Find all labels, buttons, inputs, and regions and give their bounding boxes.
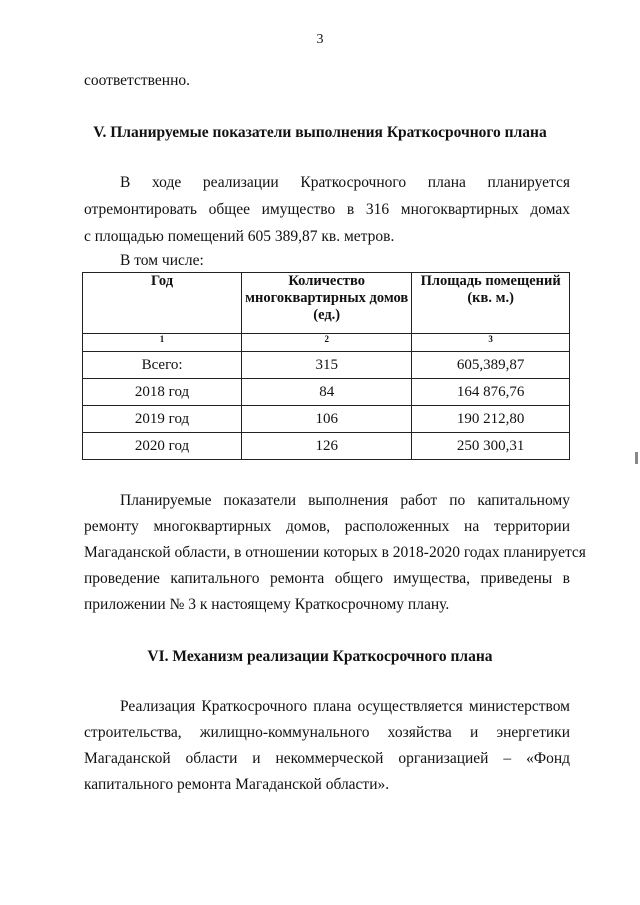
table-cell-count: 315 <box>242 352 412 379</box>
section-6-paragraph-line: капитального ремонта Магаданской области». <box>84 776 390 793</box>
table-cell-count: 106 <box>242 406 412 433</box>
table-cell-area: 250 300,31 <box>412 433 570 460</box>
section-5-paragraph2-line: проведение капитального ремонта общего имущества, приведены в <box>84 570 570 587</box>
section-6-paragraph-line: Реализация Краткосрочного плана осуществляется министерством <box>120 698 570 715</box>
table-row <box>83 352 570 379</box>
section-5-paragraph-line: с площадью помещений 605 389,87 кв. метров. <box>84 228 395 245</box>
table-cell-area: 164 876,76 <box>412 379 570 406</box>
column-number: 3 <box>412 334 570 352</box>
table-cell-area: 190 212,80 <box>412 406 570 433</box>
table-cell-year: 2020 год <box>83 433 242 460</box>
table-cell-area: 605,389,87 <box>412 352 570 379</box>
table-cell-count: 126 <box>242 433 412 460</box>
table-header-houses-count: Количество многоквартирных домов (ед.) <box>242 273 412 334</box>
column-number: 1 <box>83 334 242 352</box>
table-intro: В том числе: <box>120 252 204 269</box>
section-5-heading: V. Планируемые показатели выполнения Краткосрочного плана <box>93 124 547 141</box>
table-cell-year: 2018 год <box>83 379 242 406</box>
table-row <box>83 379 570 406</box>
section-5-paragraph-line: отремонтировать общее имущество в 316 многоквартирных домах <box>84 201 570 218</box>
section-5-paragraph2-line: Планируемые показатели выполнения работ по капитальному <box>120 492 570 509</box>
table-header-year: Год <box>83 273 242 334</box>
continuation-text: соответственно. <box>84 72 190 89</box>
section-5-paragraph2-line: ремонту многоквартирных домов, расположенных на территории <box>84 518 570 535</box>
section-5-paragraph2-line: приложении № 3 к настоящему Краткосрочному плану. <box>84 596 450 613</box>
section-5-paragraph2-line: Магаданской области, в отношении которых в 2018-2020 годах планируется <box>84 544 586 561</box>
table-row <box>83 433 570 460</box>
table-cell-year: Всего: <box>83 352 242 379</box>
column-number: 2 <box>242 334 412 352</box>
page-number: 3 <box>316 32 324 47</box>
table-cell-count: 84 <box>242 379 412 406</box>
table-cell-year: 2019 год <box>83 406 242 433</box>
section-6-paragraph-line: Магаданской области и некоммерческой организацией – «Фонд <box>84 750 570 767</box>
section-5-paragraph-line: В ходе реализации Краткосрочного плана планируется <box>120 174 570 191</box>
scan-edge-mark <box>635 452 638 464</box>
indicators-table <box>82 272 570 460</box>
table-row <box>83 406 570 433</box>
table-header-area: Площадь помещений (кв. м.) <box>412 273 570 334</box>
section-6-heading: VI. Механизм реализации Краткосрочного плана <box>147 648 493 665</box>
section-6-paragraph-line: строительства, жилищно-коммунального хозяйства и энергетики <box>84 724 570 741</box>
